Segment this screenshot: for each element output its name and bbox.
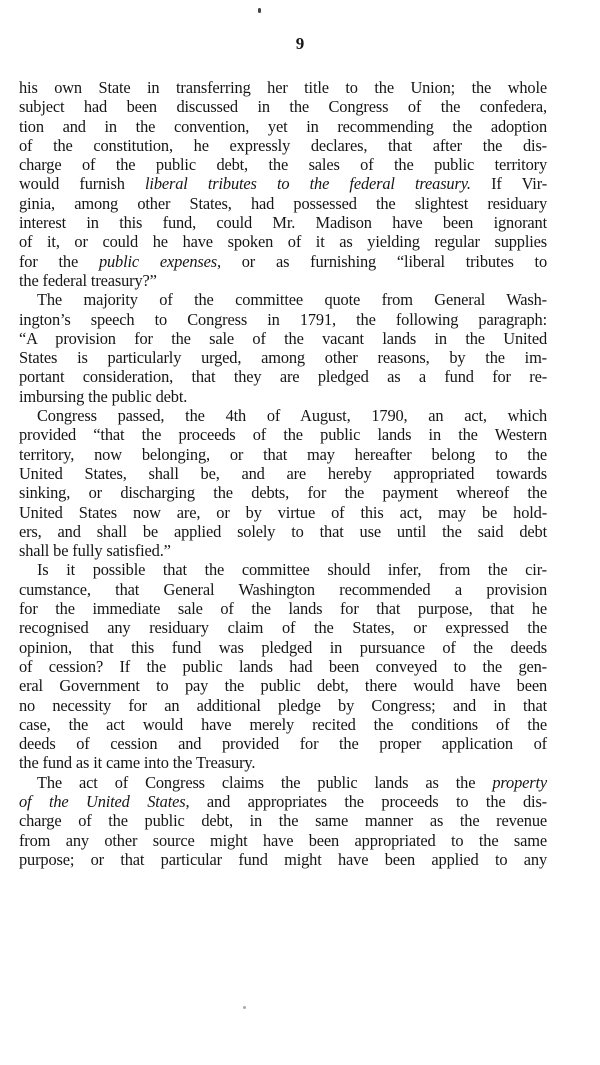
text-line: territory, now belonging, or that may hereafter belong to the <box>19 444 547 464</box>
paragraph <box>19 773 547 869</box>
text-line: no necessity for an additional pledge by Congress; and in that <box>19 695 547 715</box>
ink-speck-top <box>258 8 261 13</box>
text-line: provided “that the proceeds of the public lands in the Western <box>19 425 547 445</box>
text-segment: The act of Congress claims the public lands as the <box>37 772 493 792</box>
paragraph <box>19 406 547 560</box>
text-line: the federal treasury?” <box>19 270 157 290</box>
text-line: portant consideration, that they are pledged as a fund for re- <box>19 367 547 387</box>
text-line: ginia, among other States, had possessed the slightest residuary <box>19 193 547 213</box>
text-line: for the immediate sale of the lands for that purpose, that he <box>19 599 547 619</box>
italic-text: property <box>492 772 547 792</box>
text-line: his own State in transferring her title to the Union; the whole <box>19 78 547 97</box>
text-line: shall be fully satisfied.” <box>19 541 171 561</box>
ink-speck-bottom <box>243 1006 246 1009</box>
text-line: sinking, or discharging the debts, for the payment whereof the <box>19 483 547 503</box>
paragraph <box>19 560 547 772</box>
text-line: recognised any residuary claim of the States, or expressed the <box>19 618 547 638</box>
text-line <box>19 773 547 792</box>
text-line: deeds of cession and provided for the proper application of <box>19 734 547 754</box>
text-line: of the constitution, he expressly declares, that after the dis- <box>19 135 547 155</box>
text-line: eral Government to pay the public debt, there would have been <box>19 676 547 696</box>
text-line <box>19 174 547 193</box>
text-segment: If Vir- <box>470 174 548 194</box>
text-line: States is particularly urged, among other reasons, by the im- <box>19 348 547 368</box>
text-line: imbursing the public debt. <box>19 386 188 406</box>
text-line: from any other source might have been appropriated to the same <box>19 830 547 850</box>
text-segment: would furnish <box>19 174 146 194</box>
paragraph <box>19 78 547 290</box>
text-segment: , or as furnishing “liberal tributes to <box>216 251 547 271</box>
text-line <box>19 792 547 811</box>
text-line: United States now are, or by virtue of this act, may be hold- <box>19 502 547 522</box>
text-line: the fund as it came into the Treasury. <box>19 753 256 773</box>
paragraph <box>19 290 547 406</box>
text-line <box>19 252 547 271</box>
text-line: ers, and shall be applied solely to that use until the said debt <box>19 521 547 541</box>
text-segment: , and appropriates the proceeds to the dis- <box>185 791 547 811</box>
text-line: Is it possible that the committee should infer, from the cir- <box>37 560 547 580</box>
italic-text: liberal tributes to the federal treasury. <box>145 174 471 194</box>
text-line: The majority of the committee quote from General Wash- <box>37 290 547 310</box>
page-number: 9 <box>295 34 305 53</box>
text-line: tion and in the convention, yet in recommending the adoption <box>19 116 547 136</box>
text-line: “A provision for the sale of the vacant lands in the United <box>19 328 547 348</box>
text-line: cumstance, that General Washington recommended a provision <box>19 579 547 599</box>
text-line: case, the act would have merely recited the conditions of the <box>19 714 547 734</box>
text-line: charge of the public debt, in the same manner as the revenue <box>19 811 547 831</box>
text-line: ington’s speech to Congress in 1791, the following paragraph: <box>19 309 547 329</box>
italic-text: public expenses <box>98 251 217 271</box>
italic-text: of the United States <box>19 791 186 811</box>
body-text <box>19 78 547 869</box>
text-line: opinion, that this fund was pledged in pursuance of the deeds <box>19 637 547 657</box>
text-line: purpose; or that particular fund might have been applied to any <box>19 849 547 869</box>
text-line: Congress passed, the 4th of August, 1790, an act, which <box>37 406 547 426</box>
text-line: charge of the public debt, the sales of the public territory <box>19 155 547 175</box>
text-line: United States, shall be, and are hereby appropriated towards <box>19 463 547 483</box>
text-segment: for the <box>19 251 99 271</box>
text-line: of cession? If the public lands had been conveyed to the gen- <box>19 656 547 676</box>
text-line: subject had been discussed in the Congress of the confedera, <box>19 97 547 117</box>
text-line: of it, or could he have spoken of it as yielding regular supplies <box>19 232 547 252</box>
text-line: interest in this fund, could Mr. Madison have been ignorant <box>19 213 547 233</box>
